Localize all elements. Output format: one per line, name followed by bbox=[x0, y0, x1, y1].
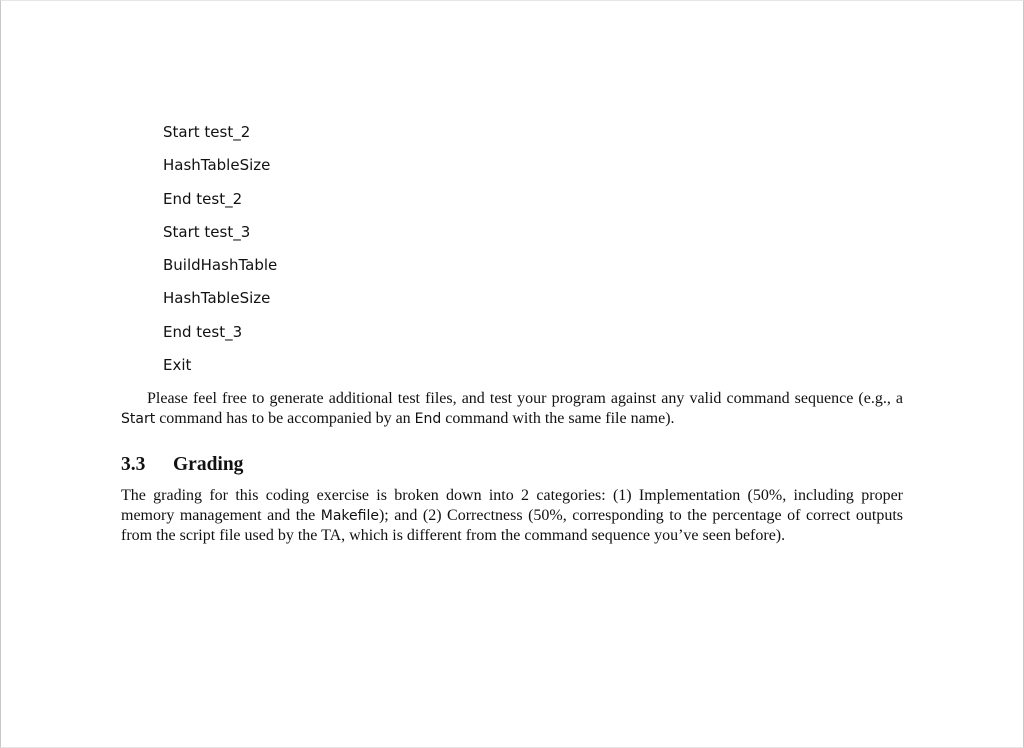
paragraph-text: The grading for this coding exercise is broken down into 2 categories: (1) Implementation (50%, including proper memory management and the bbox=[121, 487, 903, 524]
paragraph-text: command has to be accompanied by an bbox=[155, 410, 415, 427]
section-heading bbox=[121, 453, 243, 477]
command-line: Exit bbox=[163, 356, 192, 375]
command-line: Start test_2 bbox=[163, 123, 251, 141]
test-files-paragraph bbox=[121, 389, 903, 429]
command-line: Start test_3 bbox=[163, 222, 251, 241]
makefile-keyword: Makefile bbox=[320, 508, 379, 524]
command-line: HashTableSize bbox=[163, 156, 271, 175]
paragraph-text: ); and (2) Correctness (50%, corresponding to the percentage of correct outputs from the script file used by the TA, which is different from the command sequence you’ve seen before). bbox=[121, 507, 903, 544]
command-line: BuildHashTable bbox=[163, 256, 278, 275]
paragraph-text: Please feel free to generate additional test files, and test your program against any valid command sequence (e.g., a bbox=[147, 390, 903, 407]
command-line: HashTableSize bbox=[163, 289, 271, 308]
command-sequence bbox=[163, 122, 277, 388]
paragraph-text: command with the same file name). bbox=[441, 410, 675, 427]
grading-paragraph bbox=[121, 486, 903, 546]
command-line: End test_2 bbox=[163, 189, 243, 208]
start-keyword: Start bbox=[121, 411, 156, 427]
section-title: Grading bbox=[173, 454, 244, 475]
command-line: End test_3 bbox=[163, 322, 243, 341]
end-keyword: End bbox=[414, 411, 442, 427]
section-number: 3.3 bbox=[121, 454, 146, 475]
